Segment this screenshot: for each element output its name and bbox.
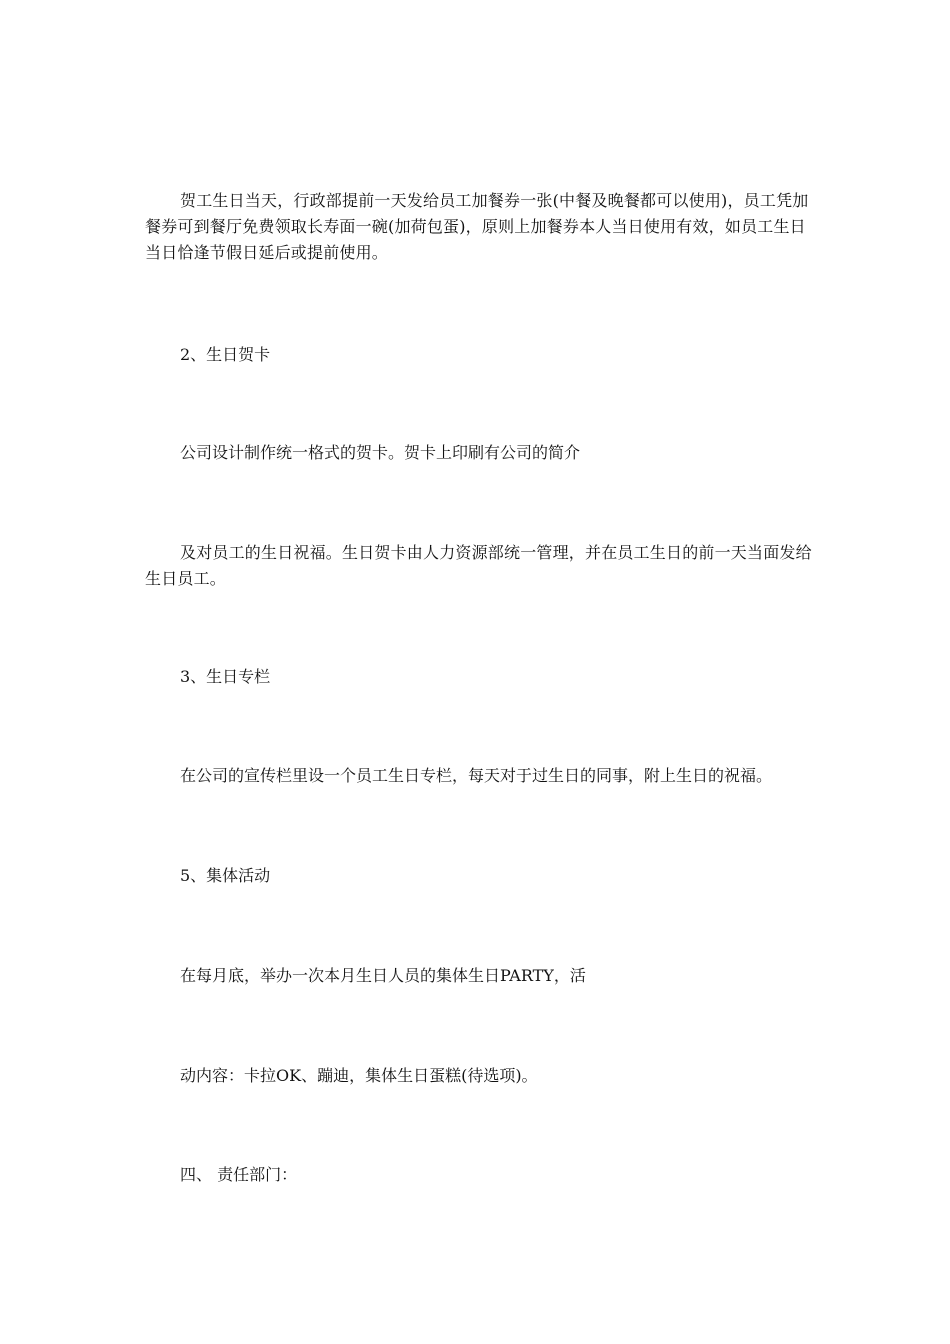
heading-group-activity: 5、集体活动	[180, 866, 271, 885]
heading-birthday-column: 3、生日专栏	[180, 667, 271, 686]
paragraph-monthly-party: 在每月底，举办一次本月生日人员的集体生日PARTY，活	[180, 966, 586, 985]
paragraph-meal-coupon: 贺工生日当天，行政部提前一天发给员工加餐券一张(中餐及晚餐都可以使用)，员工凭加餐券可到餐厅免费领取长寿面一碗(加荷包蛋)，原则上加餐券本人当日使用有效，如员工生日当日恰逢节假日延后或提前使用。	[145, 191, 809, 262]
paragraph-activity-content: 动内容：卡拉OK、蹦迪，集体生日蛋糕(待选项)。	[180, 1066, 538, 1085]
paragraph-card-design: 公司设计制作统一格式的贺卡。贺卡上印刷有公司的简介	[180, 443, 581, 462]
paragraph-card-delivery: 及对员工的生日祝福。生日贺卡由人力资源部统一管理，并在员工生日的前一天当面发给生日员工。	[145, 543, 812, 588]
heading-responsible-department: 四、 责任部门：	[180, 1165, 298, 1184]
heading-birthday-card: 2、生日贺卡	[180, 345, 271, 364]
paragraph-birthday-column: 在公司的宣传栏里设一个员工生日专栏，每天对于过生日的同事，附上生日的祝福。	[180, 766, 773, 785]
